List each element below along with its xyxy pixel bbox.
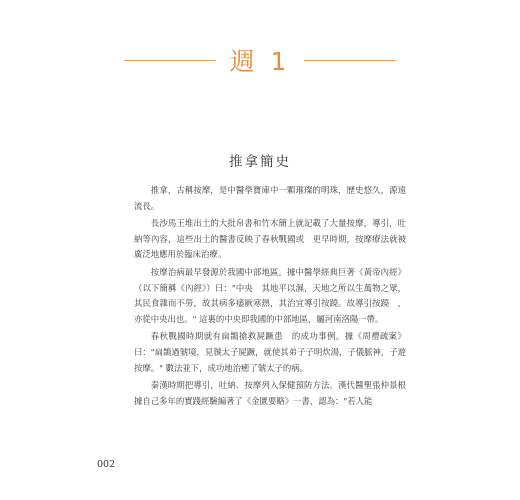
paragraph: 春秋戰國時期就有扁鵲搶救屍蹶患 的成功事例。據《周禮疏案》曰："扁鵲過虢境，見虢太子屍蹶，就使其弟子子明炊湯，子儀脈神，子遊按摩。" 數法並下，成功地治癒了虢太子的病。 bbox=[134, 331, 406, 373]
paragraph: 長沙馬王堆出土的大批帛書和竹木簡上就記載了大量按摩，導引，吐納等內容，這些出土的醫書反映了春秋戰國或 更早時期，按摩療法就被廣泛地應用於臨床治療。 bbox=[134, 218, 406, 260]
chapter-title: 週 1 bbox=[229, 47, 291, 76]
paragraph: 推拿，古稱按摩，是中醫學寶庫中一顆璀璨的明珠，歷史悠久，源遠流長。 bbox=[134, 185, 406, 211]
paragraph: 秦漢時期把導引，吐納、按摩列入保健預防方法。漢代醫聖張仲景根據自己多年的實踐經驗編著了《金匱要略》一書，認為："若人能 bbox=[134, 380, 406, 406]
page-number: 002 bbox=[97, 459, 116, 470]
section-title: 推拿簡史 bbox=[229, 154, 291, 170]
chapter-rule-right bbox=[304, 60, 396, 61]
body-text bbox=[134, 183, 406, 411]
chapter-header bbox=[0, 38, 520, 82]
chapter-rule-left bbox=[124, 60, 216, 61]
paragraph: 按摩治病最早發源於我國中部地區。據中醫學經典巨著《黃帝內經》（以下簡稱《內經》）曰："中央 其地平以濕，天地之所以生萬物之眾，其民食雜而不勞，故其病多痿厥寒熱，其治宜導引按蹺。故導引按蹺 ，亦從中央出也。" 這裏的中央即我國的中部地區，屬河南洛陽一帶。 bbox=[134, 266, 406, 324]
